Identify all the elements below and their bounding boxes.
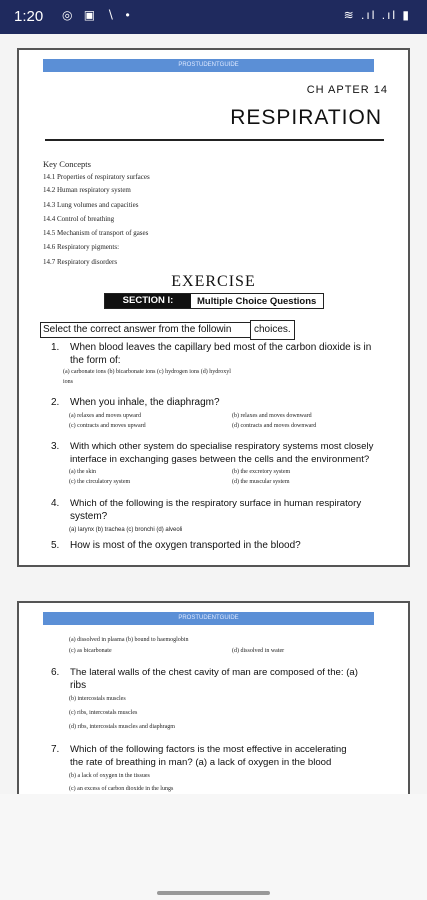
question-7-line-1: Which of the following factors is the most effective in accelerating — [70, 744, 347, 755]
system-status-icons: ≋ .ıl .ıl ▮ — [343, 8, 411, 22]
question-4-number: 4. — [51, 498, 60, 509]
instruction-boxed-word: choices. — [250, 320, 295, 340]
exercise-heading: EXERCISE — [171, 273, 256, 290]
question-5-options-ab: (a) dissolved in plasma (b) bound to haemoglobin — [69, 637, 189, 643]
bottom-empty-area — [0, 794, 427, 900]
question-3-line-1: With which other system do specialise respiratory systems most closely — [70, 441, 374, 452]
section-label: SECTION I: — [105, 294, 191, 308]
question-5-text: How is most of the oxygen transported in the blood? — [70, 540, 301, 551]
question-6-option-d: (d) ribs, intercostals muscles and diaphragm — [69, 724, 175, 730]
question-6-option-b: (b) intercostals muscles — [69, 696, 126, 702]
section-header — [104, 293, 324, 309]
chapter-title: RESPIRATION — [230, 106, 382, 129]
notification-icons: ◎ ▣ ∖ • — [62, 8, 134, 22]
page-banner: PROSTUDENTGUIDE — [43, 612, 374, 625]
key-concept-item: 14.3 Lung volumes and capacities — [43, 201, 139, 209]
key-concept-item: 14.5 Mechanism of transport of gases — [43, 229, 149, 237]
question-4-line-1: Which of the following is the respiratory surface in human respiratory — [70, 498, 362, 509]
question-2-option-d: (d) contracts and moves downward — [232, 423, 317, 429]
question-6-number: 6. — [51, 667, 60, 678]
question-2-option-a: (a) relaxes and moves upward — [69, 413, 141, 419]
question-1-options: (a) carbonate ions (b) bicarbonate ions (c) hydrogen ions (d) hydroxyl — [63, 369, 231, 375]
section-title: Multiple Choice Questions — [197, 296, 317, 307]
question-2-option-c: (c) contracts and moves upward — [69, 423, 146, 429]
instruction-text — [40, 322, 294, 338]
key-concept-item: 14.2 Human respiratory system — [43, 186, 131, 194]
question-4-options: (a) larynx (b) trachea (c) bronchi (d) alveoli — [69, 527, 183, 533]
question-6-line-1: The lateral walls of the chest cavity of man are composed of the: (a) — [70, 667, 358, 678]
gesture-nav-bar[interactable] — [157, 891, 270, 895]
question-6-option-c: (c) ribs, intercostals muscles — [69, 710, 138, 716]
question-1-line-2: the form of: — [70, 355, 121, 366]
question-5-option-c: (c) as bicarbonate — [69, 648, 112, 654]
page-banner: PROSTUDENTGUIDE — [43, 59, 374, 72]
instruction-main: Select the correct answer from the followin — [43, 324, 232, 335]
status-bar — [0, 0, 427, 34]
question-4-line-2: system? — [70, 511, 108, 522]
question-3-option-a: (a) the skin — [69, 469, 96, 475]
question-1-number: 1. — [51, 342, 60, 353]
question-3-number: 3. — [51, 441, 60, 452]
question-3-line-2: interface in exchanging gases between the cells and the environment? — [70, 454, 370, 465]
title-rule — [45, 139, 384, 141]
question-3-option-c: (c) the circulatory system — [69, 479, 131, 485]
key-concepts-heading: Key Concepts — [43, 159, 91, 169]
question-3-option-d: (d) the muscular system — [232, 479, 290, 485]
question-2-text: When you inhale, the diaphragm? — [70, 397, 220, 408]
key-concept-item: 14.4 Control of breathing — [43, 215, 115, 223]
key-concept-item: 14.6 Respiratory pigments: — [43, 243, 120, 251]
chapter-number: CH APTER 14 — [306, 84, 388, 96]
question-2-option-b: (b) relaxes and moves downward — [232, 413, 312, 419]
question-7-number: 7. — [51, 744, 60, 755]
status-time: 1:20 — [14, 8, 44, 25]
question-5-option-d: (d) dissolved in water — [232, 648, 285, 654]
question-2-number: 2. — [51, 397, 60, 408]
question-7-line-2: the rate of breathing in man? (a) a lack of oxygen in the blood — [70, 757, 332, 768]
question-6-line-2: ribs — [70, 680, 87, 691]
question-5-number: 5. — [51, 540, 60, 551]
question-3-option-b: (b) the excretory system — [232, 469, 291, 475]
question-7-option-c: (c) an excess of carbon dioxide in the lungs — [69, 786, 174, 792]
pdf-page-2 — [17, 601, 410, 794]
document-viewer[interactable] — [0, 34, 427, 794]
question-7-option-b: (b) a lack of oxygen in the tissues — [69, 773, 150, 779]
question-1-line-1: When blood leaves the capillary bed most of the carbon dioxide is in — [70, 342, 372, 353]
question-1-options-cont: ions — [63, 379, 74, 385]
key-concept-item: 14.7 Respiratory disorders — [43, 258, 118, 266]
pdf-page-1 — [17, 48, 410, 567]
key-concept-item: 14.1 Properties of respiratory surfaces — [43, 173, 150, 181]
